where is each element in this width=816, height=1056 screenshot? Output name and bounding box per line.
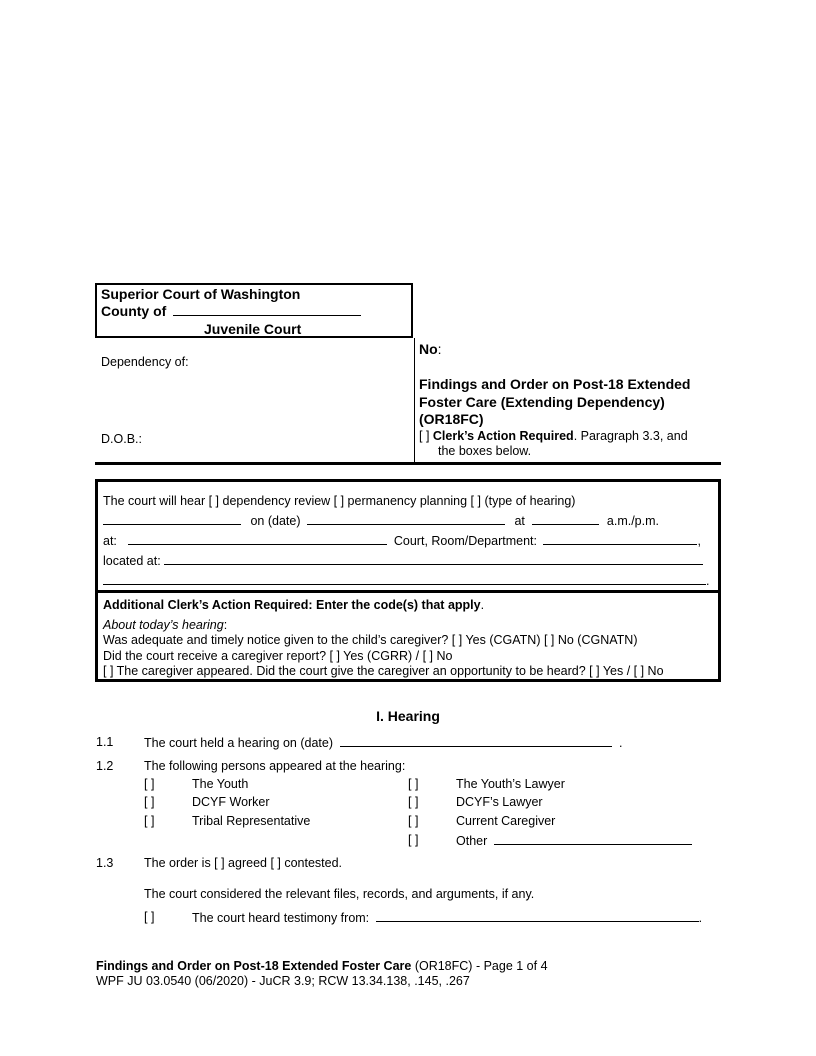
additional-clerk-heading-end: . (480, 598, 485, 612)
considered-text: The court considered the relevant files, records, and arguments, if any. (144, 887, 535, 901)
about-hearing-colon: : (223, 618, 228, 632)
checkbox-youth[interactable]: [ ] (144, 777, 155, 791)
label-youth-lawyer: The Youth’s Lawyer (456, 777, 565, 791)
clerk-action-checkbox[interactable]: [ ] (419, 429, 430, 443)
caption-divider (414, 338, 415, 463)
caregiver-appeared-question: [ ] The caregiver appeared. Did the court give the caregiver an opportunity to be heard? [ ] Yes / [ ] No (103, 664, 664, 678)
ampm-label: a.m./p.m. (606, 514, 659, 528)
checkbox-current-caregiver[interactable]: [ ] (408, 814, 419, 828)
item-1-2-text: The following persons appeared at the hearing: (144, 759, 406, 773)
notice-line2 (103, 513, 659, 528)
located-at-label: located at: (103, 554, 161, 568)
checkbox-youth-lawyer[interactable]: [ ] (408, 777, 419, 791)
notice-divider (95, 590, 721, 593)
footer-form-code: (OR18FC) (411, 959, 473, 973)
at-court-label: at: (103, 534, 117, 548)
notice-line1: The court will hear [ ] dependency review [ ] permanency planning [ ] (type of hearing) (103, 494, 576, 508)
label-other: Other (456, 834, 488, 848)
clerk-action-line2: the boxes below. (438, 444, 532, 458)
located-at-field-2[interactable] (103, 573, 706, 585)
checkbox-dcyf-lawyer[interactable]: [ ] (408, 795, 419, 809)
label-dcyf-worker: DCYF Worker (192, 795, 270, 809)
footer-title-bold: Findings and Order on Post-18 Extended Foster Care (96, 959, 412, 973)
footer-title (96, 959, 548, 973)
checkbox-other[interactable]: [ ] (408, 833, 419, 847)
juvenile-court: Juvenile Court (204, 321, 302, 337)
clerk-action-label: Clerk’s Action Required (432, 429, 574, 443)
about-hearing-label: About today’s hearing (103, 618, 224, 632)
clerk-action-line (419, 429, 688, 443)
county-label: County of (101, 303, 167, 319)
section-heading-hearing: I. Hearing (376, 708, 440, 724)
case-number (419, 341, 442, 357)
caregiver-report-question: Did the court receive a caregiver report? [ ] Yes (CGRR) / [ ] No (103, 649, 453, 663)
testimony-label: The court heard testimony from: (192, 911, 370, 925)
hearing-date-label: The court held a hearing on (date) (144, 736, 334, 750)
dob-label: D.O.B.: (101, 432, 142, 446)
court-room-label: Court, Room/Department: (393, 534, 537, 548)
other-field[interactable] (494, 833, 692, 845)
checkbox-dcyf-worker[interactable]: [ ] (144, 795, 155, 809)
form-title-line3: (OR18FC) (419, 411, 484, 427)
item-1-1-period: . (618, 736, 623, 750)
label-dcyf-lawyer: DCYF’s Lawyer (456, 795, 543, 809)
clerk-action-rest: . Paragraph 3.3, and (573, 429, 688, 443)
footer-page-number: - Page 1 of 4 (472, 959, 548, 973)
testimony-period: . (698, 911, 703, 925)
testimony-field[interactable] (376, 910, 699, 922)
checkbox-testimony[interactable]: [ ] (144, 910, 155, 924)
additional-clerk-heading (103, 598, 484, 612)
hearing-time-field[interactable] (532, 513, 599, 525)
on-date-label: on (date) (250, 514, 301, 528)
item-1-1-number: 1.1 (96, 735, 114, 749)
dependency-of-label: Dependency of: (101, 355, 189, 369)
located-at-field[interactable] (164, 553, 703, 565)
caregiver-notice-question: Was adequate and timely notice given to the child’s caregiver? [ ] Yes (CGATN) [ ] No (CGNATN) (103, 633, 638, 647)
item-1-3-text: The order is [ ] agreed [ ] contested. (144, 856, 343, 870)
notice-line4 (103, 553, 703, 568)
notice-period: . (706, 574, 710, 588)
label-current-caregiver: Current Caregiver (456, 814, 556, 828)
item-1-1 (144, 735, 622, 750)
testimony-line (192, 910, 702, 925)
at-label: at (514, 514, 525, 528)
form-title-line1: Findings and Order on Post-18 Extended (419, 376, 691, 392)
case-number-colon: : (437, 341, 442, 357)
about-hearing (103, 618, 227, 632)
room-department-field[interactable] (543, 533, 697, 545)
court-name: Superior Court of Washington (101, 286, 301, 302)
county-field[interactable] (173, 304, 361, 316)
item-1-3-number: 1.3 (96, 856, 114, 870)
form-title (419, 376, 690, 429)
caption-bottom-rule (95, 462, 721, 465)
hearing-date-field[interactable] (307, 513, 505, 525)
footer-form-reference: WPF JU 03.0540 (06/2020) - JuCR 3.9; RCW 13.34.138, .145, .267 (96, 974, 470, 988)
notice-comma: , (697, 534, 701, 548)
notice-line5 (103, 573, 709, 588)
case-number-label: No (419, 341, 438, 357)
additional-clerk-heading-text: Additional Clerk’s Action Required: Enter the code(s) that apply (103, 598, 481, 612)
label-youth: The Youth (192, 777, 249, 791)
notice-line3 (103, 533, 701, 548)
label-tribal-representative: Tribal Representative (192, 814, 311, 828)
item-1-2-number: 1.2 (96, 759, 114, 773)
held-hearing-date-field[interactable] (340, 735, 612, 747)
other-line (456, 833, 692, 848)
county-line (101, 303, 361, 319)
hearing-type-field[interactable] (103, 513, 241, 525)
court-location-field[interactable] (128, 533, 387, 545)
form-title-line2: Foster Care (Extending Dependency) (419, 393, 665, 410)
checkbox-tribal-representative[interactable]: [ ] (144, 814, 155, 828)
